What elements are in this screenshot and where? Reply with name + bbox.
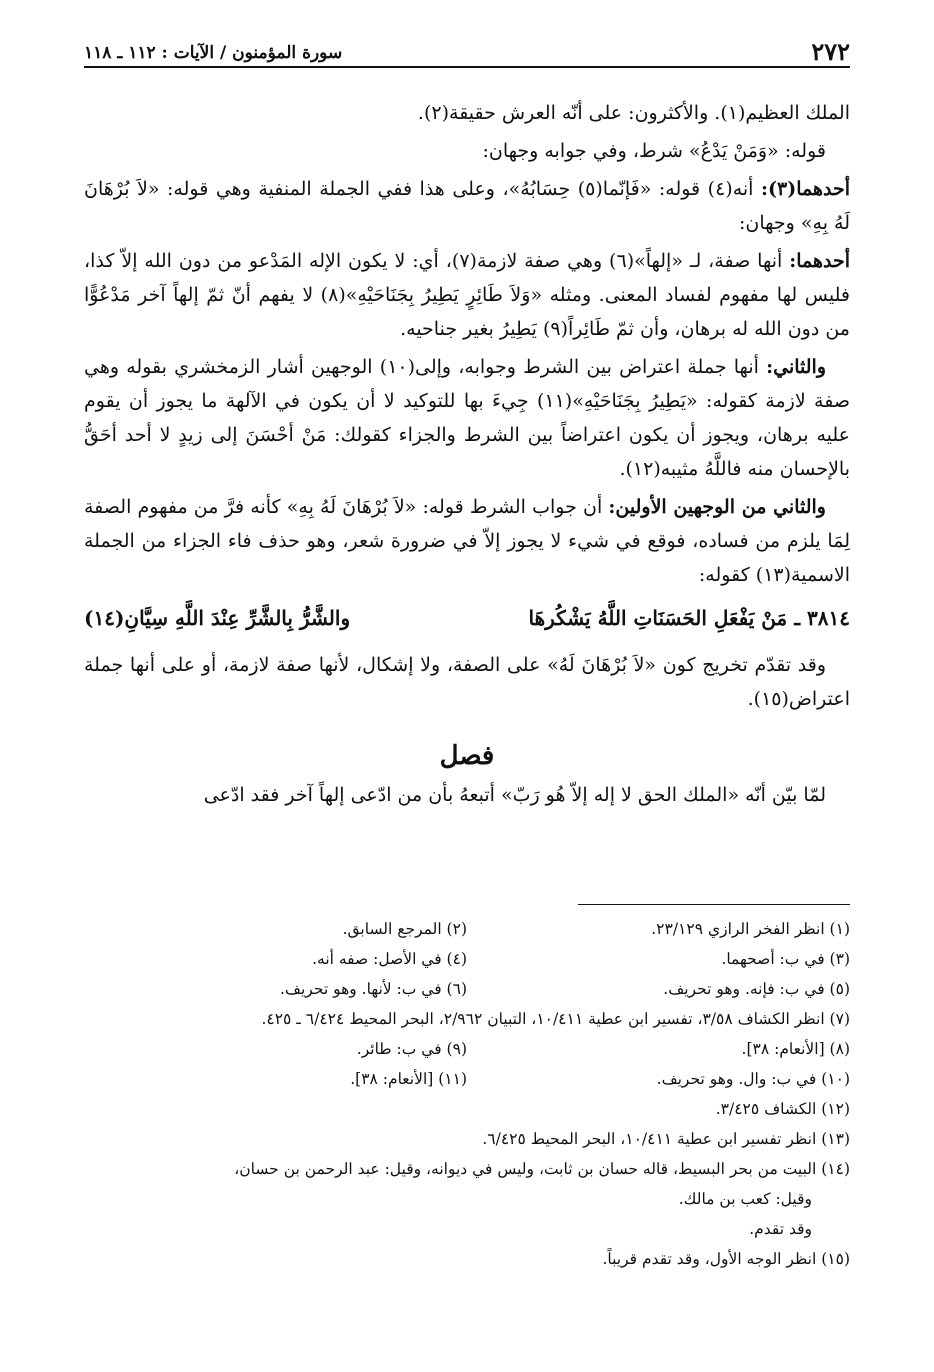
running-title: سورة المؤمنون / الآيات : ١١٢ ـ ١١٨	[84, 43, 343, 63]
paragraph-4	[84, 244, 850, 346]
poetry-verse	[84, 598, 850, 638]
footnote-6: (٦) في ب: لأنها. وهو تحريف.	[280, 980, 467, 998]
footnote-8: (٨) [الأنعام: ٣٨].	[741, 1040, 850, 1058]
footnote-15: (١٥) انظر الوجه الأول، وقد تقدم قريباً.	[602, 1250, 850, 1268]
footnote-row	[84, 1064, 850, 1094]
footnote-3: (٣) في ب: أصحهما.	[721, 950, 850, 968]
footnote-7: (٧) انظر الكشاف ٣/٥٨، تفسير ابن عطية ١٠/٤١١، التبيان ٢/٩٦٢، البحر المحيط ٦/٤٢٤ ـ ٤٢٥.	[261, 1010, 850, 1028]
main-text	[84, 96, 850, 816]
paragraph-6-lead: والثاني من الوجهين الأولين:	[608, 496, 826, 518]
footnote-row	[84, 1034, 850, 1064]
paragraph-1: الملك العظيم(١). والأكثرون: على أنّه العرش حقيقة(٢).	[417, 102, 850, 124]
paragraph-7: وقد تقدّم تخريج كون «لاَ بُرْهَانَ لَهُ» على الصفة، ولا إشكال، لأنها صفة لازمة، أو على أنها جملة اعتراض(١٥).	[84, 654, 850, 710]
paragraph-2: قوله: «وَمَنْ يَدْعُ» شرط، وفي جوابه وجهان:	[482, 140, 826, 162]
footnote-14: (١٤) البيت من بحر البسيط، قاله حسان بن ثابت، وليس في ديوانه، وقيل: عبد الرحمن بن حسان،	[234, 1160, 850, 1178]
footnote-4: (٤) في الأصل: صفه أنه.	[312, 950, 467, 968]
section-title: فصل	[439, 741, 495, 771]
footnote-11: (١١) [الأنعام: ٣٨].	[350, 1070, 467, 1088]
paragraph-5	[84, 350, 850, 486]
paragraph-3-lead: أحدهما(٣):	[761, 178, 851, 200]
footnote-1: (١) انظر الفخر الرازي ٢٣/١٢٩.	[651, 920, 850, 938]
footnote-row	[84, 914, 850, 944]
paragraph-4-text: أنها صفة، لـ «إلهاً»(٦) وهي صفة لازمة(٧)، أي: لا يكون الإله المَدْعو من دون الله إلاّ كذا، فليس لها مفهوم لفساد المعنى. ومثله «وَلاَ طَائِرٍ يَطِيرُ بِجَنَاحَيْهِ»(٨) لا يفهم أنّ ثمّ إلهاً آخر مَدْعُوًّا من دون الله له برهان، وأن ثمّ طَائِراً(٩) يَطِيرُ بغير جناحيه.	[84, 250, 850, 340]
footnote-row	[84, 974, 850, 1004]
footnote-10: (١٠) في ب: وال. وهو تحريف.	[656, 1070, 850, 1088]
paragraph-4-lead: أحدهما:	[789, 250, 851, 272]
paragraph-5-lead: والثاني:	[766, 356, 826, 378]
footnote-14-continued-2: وقد تقدم.	[749, 1220, 812, 1238]
footnote-2: (٢) المرجع السابق.	[342, 920, 467, 938]
paragraph-6-text: أن جواب الشرط قوله: «لاَ بُرْهَانَ لَهُ بِهِ» كأنه فرَّ من مفهوم الصفة لِمَا يلزم من فساده، فوقع في شيء لا يجوز إلاّ في ضرورة شعر، وهو حذف فاء الجزاء من الجملة الاسمية(١٣) كقوله:	[84, 496, 850, 586]
footnote-9: (٩) في ب: طائر.	[356, 1040, 467, 1058]
footnote-separator	[578, 904, 850, 905]
page-header	[84, 36, 850, 68]
paragraph-6	[84, 490, 850, 592]
paragraph-3	[84, 172, 850, 240]
verse-second-hemistich: والشَّرُّ بِالشَّرِّ عِنْدَ اللَّهِ سِيَّانِ(١٤)	[84, 606, 351, 630]
footnote-row	[84, 944, 850, 974]
footnote-12: (١٢) الكشاف ٣/٤٢٥.	[715, 1100, 850, 1118]
footnote-5: (٥) في ب: فإنه. وهو تحريف.	[663, 980, 850, 998]
footnote-14-continued: وقيل: كعب بن مالك.	[678, 1190, 812, 1208]
paragraph-8: لمّا بيّن أنّه «الملك الحق لا إله إلاّ هُو رَبّ» أتبعهُ بأن من ادّعى إلهاً آخر فقد ادّعى	[203, 784, 826, 806]
verse-first-hemistich: ٣٨١٤ ـ مَنْ يَفْعَلِ الحَسَنَاتِ اللَّهُ يَشْكُرهَا	[528, 606, 850, 630]
page-number: ٢٧٢	[811, 37, 850, 66]
footnote-13: (١٣) انظر تفسير ابن عطية ١٠/٤١١، البحر المحيط ٦/٤٢٥.	[482, 1130, 850, 1148]
paragraph-3-text: أنه(٤) قوله: «فَإنّما(٥) حِسَابُهُ»، وعلى هذا ففي الجملة المنفية وهي قوله: «لاَ بُرْهَانَ لَهُ بِهِ» وجهان:	[84, 178, 850, 234]
footnotes	[84, 914, 850, 1274]
paragraph-5-text: أنها جملة اعتراض بين الشرط وجوابه، وإلى(١٠) الوجهين أشار الزمخشري بقوله وهي صفة لازمة كقوله: «يَطِيرُ بِجَنَاحَيْهِ»(١١) جِيءَ بها للتوكيد لا أن يكون في الآلهة ما يجوز أن يقوم عليه برهان، ويجوز أن يكون اعتراضاً بين الشرط والجزاء كقولك: مَنْ أحْسَنَ إلى زيدٍ لا أحد أحَقُّ بالإحسان منه فاللَّهُ مثيبه(١٢).	[84, 356, 850, 480]
